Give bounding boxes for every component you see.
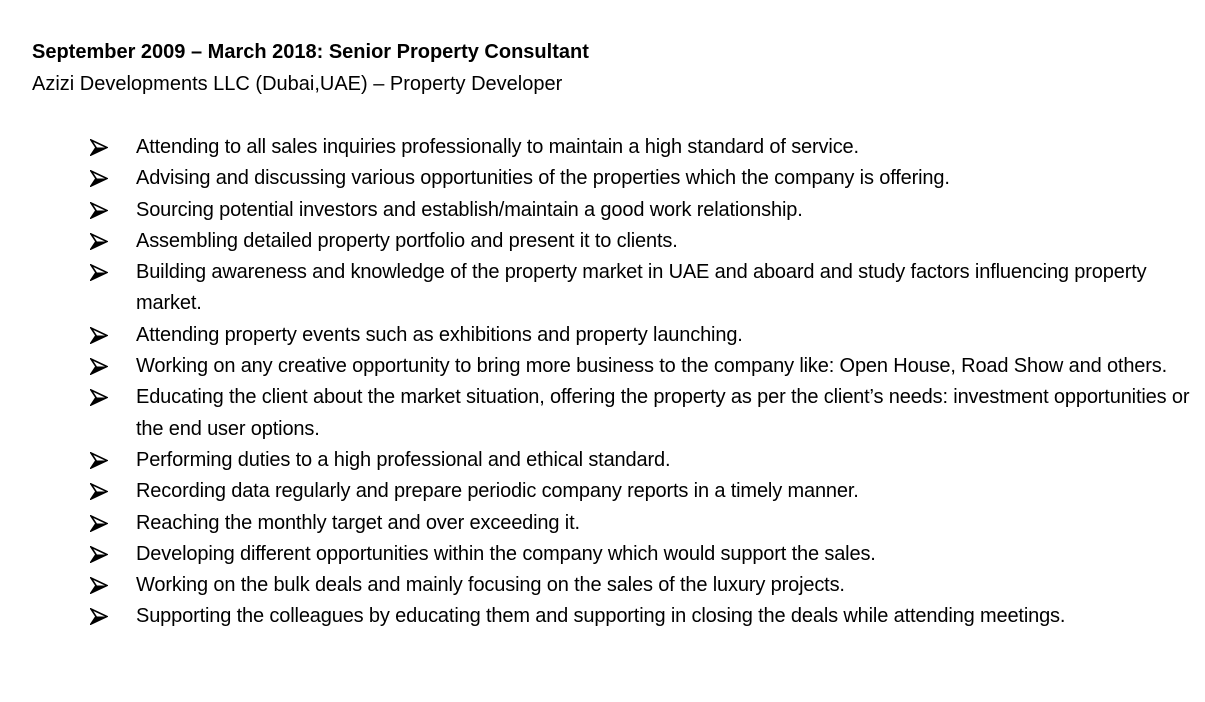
- duty-text: Advising and discussing various opportunities of the properties which the company is offering.: [136, 167, 950, 190]
- duty-item: [32, 382, 1197, 445]
- arrowhead-bullet-icon: [90, 257, 110, 288]
- duty-text: Sourcing potential investors and establish/maintain a good work relationship.: [136, 198, 803, 221]
- duty-item: [32, 508, 1197, 539]
- duty-text: Educating the client about the market situation, offering the property as per the client’s needs: investment opportunities or the end user options.: [136, 386, 1190, 440]
- resume-section: [32, 36, 1197, 633]
- duties-list: [32, 132, 1197, 633]
- duty-text: Assembling detailed property portfolio and present it to clients.: [136, 229, 678, 252]
- duty-item: [32, 163, 1197, 194]
- arrowhead-bullet-icon: [90, 445, 110, 476]
- arrowhead-bullet-icon: [90, 382, 110, 413]
- arrowhead-bullet-icon: [90, 508, 110, 539]
- duty-text: Building awareness and knowledge of the property market in UAE and aboard and study factors influencing property market.: [136, 261, 1147, 315]
- duty-text: Reaching the monthly target and over exceeding it.: [136, 511, 580, 534]
- duty-text: Attending to all sales inquiries professionally to maintain a high standard of service.: [136, 136, 859, 158]
- duty-item: [32, 257, 1197, 320]
- employer-line: Azizi Developments LLC (Dubai,UAE) – Property Developer: [32, 73, 563, 95]
- duty-item: [32, 320, 1197, 351]
- arrowhead-bullet-icon: [90, 570, 110, 601]
- arrowhead-bullet-icon: [90, 320, 110, 351]
- duty-text: Performing duties to a high professional and ethical standard.: [136, 448, 671, 471]
- duty-item: [32, 445, 1197, 476]
- arrowhead-bullet-icon: [90, 351, 110, 382]
- duty-item: [32, 226, 1197, 257]
- duty-text: Working on the bulk deals and mainly focusing on the sales of the luxury projects.: [136, 574, 845, 597]
- duty-text: Developing different opportunities within the company which would support the sales.: [136, 542, 876, 565]
- duty-item: [32, 570, 1197, 601]
- duty-item: [32, 351, 1197, 382]
- duty-item: [32, 132, 1197, 163]
- arrowhead-bullet-icon: [90, 132, 110, 163]
- arrowhead-bullet-icon: [90, 476, 110, 507]
- arrowhead-bullet-icon: [90, 539, 110, 570]
- duty-text: Working on any creative opportunity to bring more business to the company like: Open House, Road Show and others.: [136, 355, 1168, 378]
- arrowhead-bullet-icon: [90, 226, 110, 257]
- arrowhead-bullet-icon: [90, 601, 110, 632]
- arrowhead-bullet-icon: [90, 163, 110, 194]
- arrowhead-bullet-icon: [90, 195, 110, 226]
- duty-item: [32, 539, 1197, 570]
- duty-text: Recording data regularly and prepare periodic company reports in a timely manner.: [136, 480, 859, 503]
- duty-item: [32, 601, 1197, 632]
- duty-item: [32, 195, 1197, 226]
- duty-text: Supporting the colleagues by educating them and supporting in closing the deals while attending meetings.: [136, 605, 1066, 628]
- duty-item: [32, 476, 1197, 507]
- duty-text: Attending property events such as exhibitions and property launching.: [136, 323, 743, 346]
- job-title: September 2009 – March 2018: Senior Property Consultant: [32, 41, 589, 63]
